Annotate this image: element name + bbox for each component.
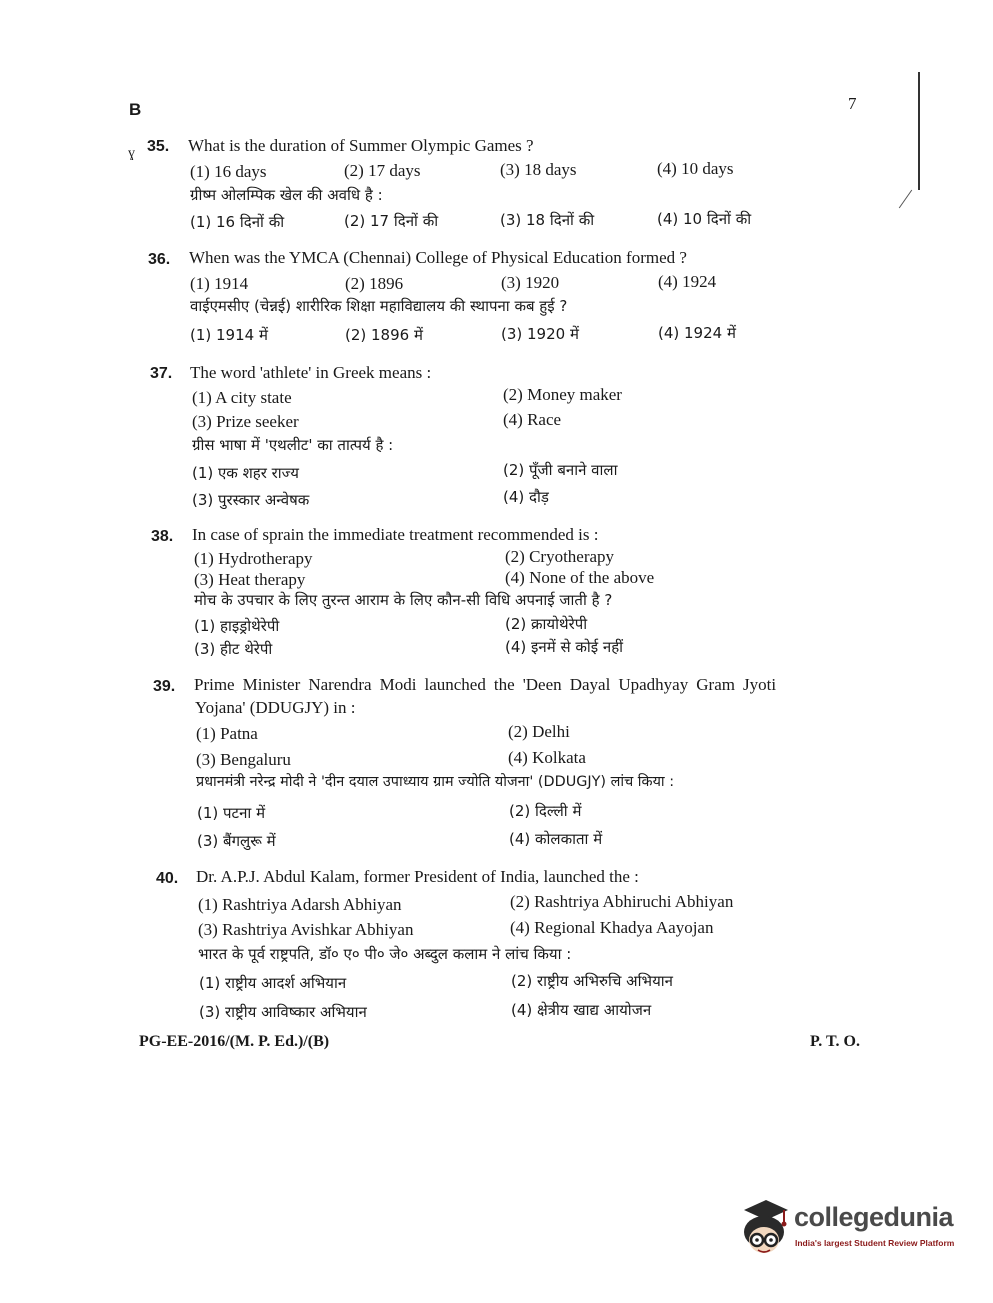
option-1-hi: (1) एक शहर राज्य [192, 464, 299, 482]
option-2-en: (2) 1896 [345, 274, 404, 293]
question-number: 37. [150, 365, 173, 382]
option-1-en: (1) 16 days [190, 162, 267, 181]
option-2-en: (2) Money maker [503, 385, 622, 404]
option-2-hi: (2) 1896 में [345, 326, 423, 344]
option-4-en: (4) 10 days [657, 159, 734, 178]
option-3-en: (3) Prize seeker [192, 412, 299, 431]
question-text-hi: भारत के पूर्व राष्ट्रपति, डॉ० ए० पी० जे० अब्दुल कलाम ने लांच किया : [198, 945, 572, 963]
option-1-en: (1) 1914 [190, 274, 249, 293]
option-3-en: (3) Rashtriya Avishkar Abhiyan [198, 920, 414, 939]
question-number: 35. [147, 138, 170, 155]
option-3-hi: (3) 18 दिनों की [500, 211, 595, 229]
option-3-hi: (3) हीट थेरेपी [194, 640, 273, 658]
option-4-hi: (4) इनमें से कोई नहीं [505, 638, 624, 656]
option-4-hi: (4) 1924 में [658, 324, 736, 342]
question-number: 40. [156, 870, 179, 887]
question-text-en: The word 'athlete' in Greek means : [190, 363, 432, 382]
option-1-en: (1) Rashtriya Adarsh Abhiyan [198, 895, 402, 914]
question-text-hi: वाईएमसीए (चेन्नई) शारीरिक शिक्षा महाविद्यालय की स्थापना कब हुई ? [190, 297, 568, 315]
option-4-en: (4) Race [503, 410, 562, 429]
tick-mark: ɣ [128, 146, 135, 161]
option-1-hi: (1) पटना में [197, 804, 266, 822]
brand-name: collegedunia [794, 1202, 954, 1232]
option-2-hi: (2) 17 दिनों की [344, 212, 439, 230]
question-text-en: Dr. A.P.J. Abdul Kalam, former President of India, launched the : [196, 867, 639, 886]
option-4-hi: (4) क्षेत्रीय खाद्य आयोजन [511, 1001, 652, 1019]
option-1-hi: (1) 16 दिनों की [190, 213, 285, 231]
paper-series: B [129, 100, 142, 119]
brand-tagline: India's largest Student Review Platform [795, 1238, 955, 1248]
option-3-hi: (3) 1920 में [501, 325, 579, 343]
option-2-hi: (2) पूँजी बनाने वाला [503, 461, 618, 479]
option-2-hi: (2) क्रायोथेरेपी [505, 615, 588, 633]
mascot-icon [734, 1196, 794, 1260]
pto-label: P. T. O. [810, 1033, 860, 1050]
option-1-en: (1) Hydrotherapy [194, 549, 313, 568]
option-4-en: (4) Kolkata [508, 748, 586, 767]
option-3-en: (3) Bengaluru [196, 750, 291, 769]
option-2-en: (2) Cryotherapy [505, 547, 615, 566]
option-2-en: (2) Rashtriya Abhiruchi Abhiyan [510, 892, 734, 911]
option-2-en: (2) 17 days [344, 161, 421, 180]
page-number: 7 [848, 94, 857, 113]
option-2-hi: (2) दिल्ली में [509, 802, 582, 820]
question-text-en: When was the YMCA (Chennai) College of Physical Education formed ? [189, 248, 687, 267]
paper-code: PG-EE-2016/(M. P. Ed.)/(B) [139, 1033, 330, 1050]
option-4-hi: (4) 10 दिनों की [657, 210, 752, 228]
option-4-en: (4) None of the above [505, 568, 655, 587]
question-text-hi: मोच के उपचार के लिए तुरन्त आराम के लिए कौन-सी विधि अपनाई जाती है ? [194, 591, 613, 609]
question-number: 36. [148, 251, 171, 268]
question-text-hi: ग्रीस भाषा में 'एथलीट' का तात्पर्य है : [192, 436, 394, 454]
option-4-en: (4) Regional Khadya Aayojan [510, 918, 714, 937]
option-2-en: (2) Delhi [508, 722, 570, 741]
option-4-hi: (4) कोलकाता में [509, 830, 603, 848]
option-1-en: (1) Patna [196, 724, 258, 743]
pen-mark [899, 190, 912, 209]
question-text-en: Prime Minister Narendra Modi launched the 'Deen Dayal Upadhyay Gram Jyoti [194, 675, 777, 694]
collegedunia-watermark [734, 1196, 964, 1264]
option-3-en: (3) 18 days [500, 160, 577, 179]
question-text-hi: ग्रीष्म ओलम्पिक खेल की अवधि है : [190, 186, 383, 204]
option-2-hi: (2) राष्ट्रीय अभिरुचि अभियान [511, 972, 673, 990]
option-1-hi: (1) हाइड्रोथेरेपी [194, 617, 280, 635]
question-number: 39. [153, 678, 176, 695]
option-3-en: (3) 1920 [501, 273, 560, 292]
question-text-en-cont: Yojana' (DDUGJY) in : [195, 698, 356, 717]
question-number: 38. [151, 528, 174, 545]
question-text-hi: प्रधानमंत्री नरेन्द्र मोदी ने 'दीन दयाल उपाध्याय ग्राम ज्योति योजना' (DDUGJY) लांच किया : [196, 774, 675, 790]
margin-line [918, 72, 920, 190]
option-3-hi: (3) बैंगलुरू में [197, 832, 276, 850]
question-text-en: In case of sprain the immediate treatment recommended is : [192, 525, 599, 544]
option-1-hi: (1) 1914 में [190, 326, 268, 344]
option-3-en: (3) Heat therapy [194, 570, 306, 589]
question-text-en: What is the duration of Summer Olympic Games ? [188, 136, 534, 155]
option-4-en: (4) 1924 [658, 272, 717, 291]
option-3-hi: (3) राष्ट्रीय आविष्कार अभियान [199, 1003, 367, 1021]
option-1-en: (1) A city state [192, 388, 292, 407]
option-1-hi: (1) राष्ट्रीय आदर्श अभियान [199, 974, 347, 992]
option-4-hi: (4) दौड़ [503, 488, 549, 506]
option-3-hi: (3) पुरस्कार अन्वेषक [192, 491, 310, 509]
